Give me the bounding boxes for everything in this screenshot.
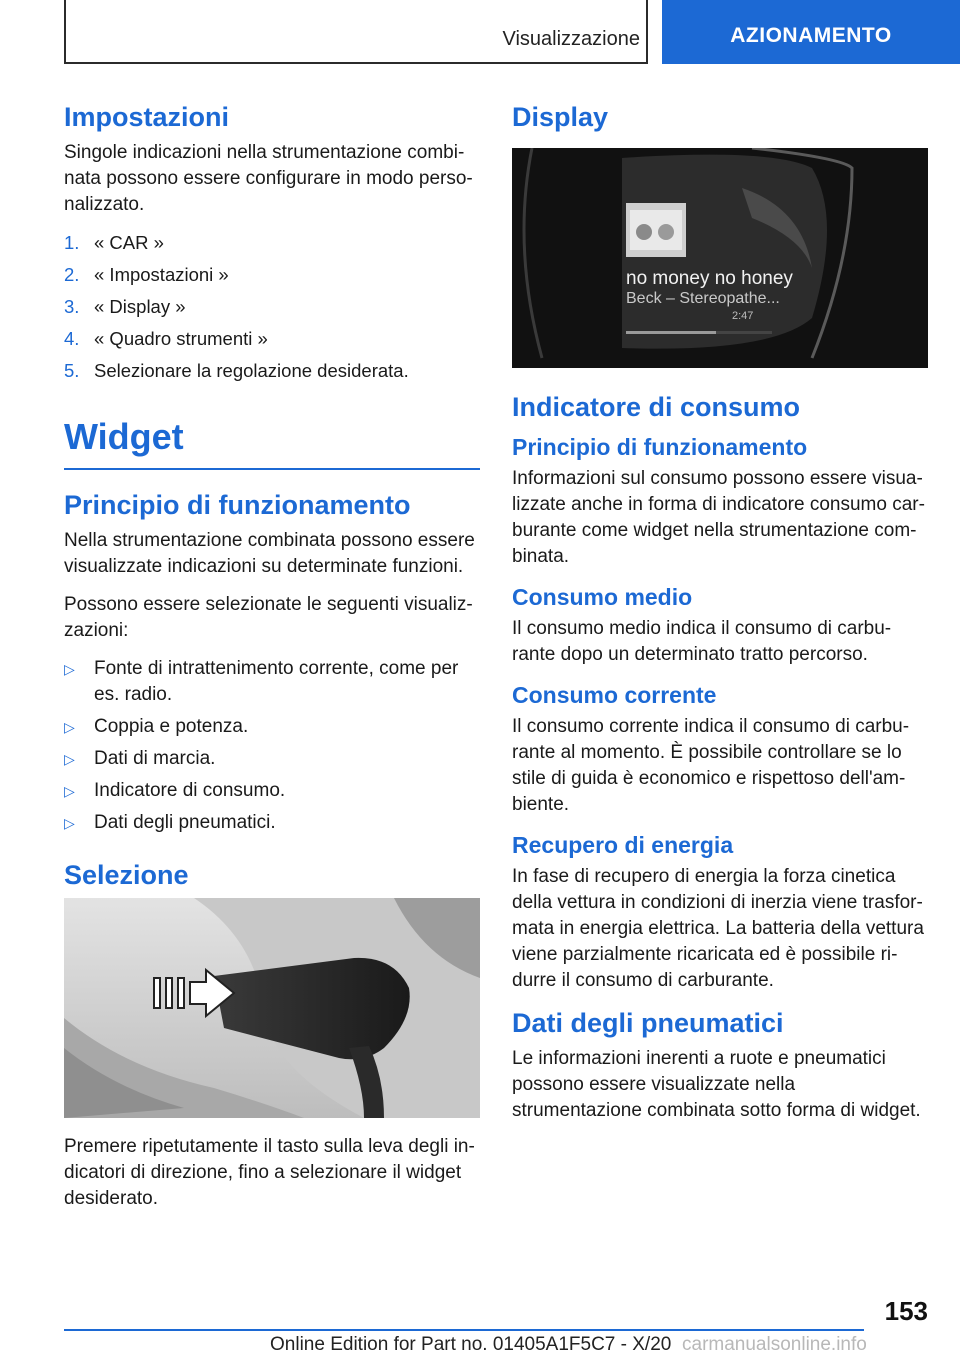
step-text: « Impostazioni » <box>94 264 229 285</box>
selezione-heading: Selezione <box>64 860 189 890</box>
bullet-text: Fonte di intrattenimento corrente, come per es. radio. <box>94 658 459 705</box>
steps-list <box>64 230 480 384</box>
principio-heading-right: Principio di funzionamento <box>512 434 808 460</box>
bullet-text: Coppia e potenza. <box>94 716 249 737</box>
selezione-text: Premere ripetutamente il tasto sulla leva degli in-dicatori di direzione, fino a selezionare il widget desiderato. <box>64 1136 475 1209</box>
list-item <box>64 714 480 740</box>
footer-divider <box>64 1329 864 1331</box>
list-item <box>64 810 480 836</box>
step-text: « CAR » <box>94 232 164 253</box>
list-item <box>64 230 480 256</box>
lever-drawing <box>64 898 480 1118</box>
header-chapter-tab[interactable]: AZIONAMENTO <box>662 0 960 64</box>
cluster-drawing <box>512 148 928 368</box>
cluster-track-time: 2:47 <box>732 310 754 322</box>
turn-signal-lever-illustration <box>64 898 480 1118</box>
list-item <box>64 294 480 320</box>
widget-options-list <box>64 656 480 836</box>
consumo-medio-text: Il consumo medio indica il consumo di carbu-rante dopo un determinato tratto percorso. <box>512 618 892 665</box>
impostazioni-text: Singole indicazioni nella strumentazione combi-nata possono essere configurare in modo perso-nalizzato. <box>64 142 473 215</box>
list-item <box>64 778 480 804</box>
principio-heading: Principio di funzionamento <box>64 490 411 520</box>
consumo-medio-heading: Consumo medio <box>512 584 693 610</box>
instrument-cluster-photo <box>512 148 928 368</box>
consumo-corrente-heading: Consumo corrente <box>512 682 717 708</box>
step-number: 3. <box>64 296 80 317</box>
list-item <box>64 656 480 708</box>
edition-text: Online Edition for Part no. 01405A1F5C7 - X/20 <box>270 1334 672 1355</box>
triangle-bullet-icon: ▷ <box>64 783 75 799</box>
recupero-heading: Recupero di energia <box>512 832 734 858</box>
principio-text-2: Possono essere selezionate le seguenti visualiz-zazioni: <box>64 594 473 641</box>
display-heading: Display <box>512 102 609 132</box>
watermark: carmanualsonline.info <box>682 1334 867 1355</box>
consumo-corrente-text: Il consumo corrente indica il consumo di carbu-rante al momento. È possibile controllare se lo stile di guida è economico e rispettoso dell'am-biente. <box>512 716 910 815</box>
bullet-text: Dati di marcia. <box>94 748 216 769</box>
right-column <box>512 100 928 1136</box>
page-number: 153 <box>884 1296 928 1326</box>
triangle-bullet-icon: ▷ <box>64 751 75 767</box>
bullet-text: Indicatore di consumo. <box>94 780 286 801</box>
pneumatici-heading: Dati degli pneumatici <box>512 1008 784 1038</box>
triangle-bullet-icon: ▷ <box>64 661 75 677</box>
step-text: « Display » <box>94 296 186 317</box>
list-item <box>64 746 480 772</box>
triangle-bullet-icon: ▷ <box>64 719 75 735</box>
pneumatici-text: Le informazioni inerenti a ruote e pneumatici possono essere visualizzate nella strumentazione combinata sotto forma di widget. <box>512 1048 921 1121</box>
recupero-text: In fase di recupero di energia la forza cinetica della vettura in condizioni di inerzia viene trasfor-mata in energia elettrica. La batteria della vettura viene parzialmente ricaricata ed è possibile ri-durre il consumo di carburante. <box>512 866 924 991</box>
step-number: 1. <box>64 232 80 253</box>
indicatore-heading: Indicatore di consumo <box>512 392 801 422</box>
step-text: « Quadro strumenti » <box>94 328 268 349</box>
list-item <box>64 326 480 352</box>
step-number: 2. <box>64 264 80 285</box>
widget-heading: Widget <box>64 414 480 470</box>
header-section-title: Visualizzazione <box>502 28 640 50</box>
impostazioni-heading: Impostazioni <box>64 102 230 132</box>
cluster-track-artist: Beck – Stereopathe... <box>626 290 780 307</box>
step-number: 5. <box>64 360 80 381</box>
cluster-track-title: no money no honey <box>626 268 793 289</box>
step-number: 4. <box>64 328 80 349</box>
step-text: Selezionare la regolazione desiderata. <box>94 360 409 381</box>
bullet-text: Dati degli pneumatici. <box>94 812 276 833</box>
left-column <box>64 100 480 1224</box>
list-item <box>64 262 480 288</box>
principio-text-right: Informazioni sul consumo possono essere visua-lizzate anche in forma di indicatore consumo car-burante come widget nella strumentazione com-binata. <box>512 468 925 567</box>
list-item <box>64 358 480 384</box>
triangle-bullet-icon: ▷ <box>64 815 75 831</box>
principio-text-1: Nella strumentazione combinata possono essere visualizzate indicazioni su determinate funzioni. <box>64 530 475 577</box>
